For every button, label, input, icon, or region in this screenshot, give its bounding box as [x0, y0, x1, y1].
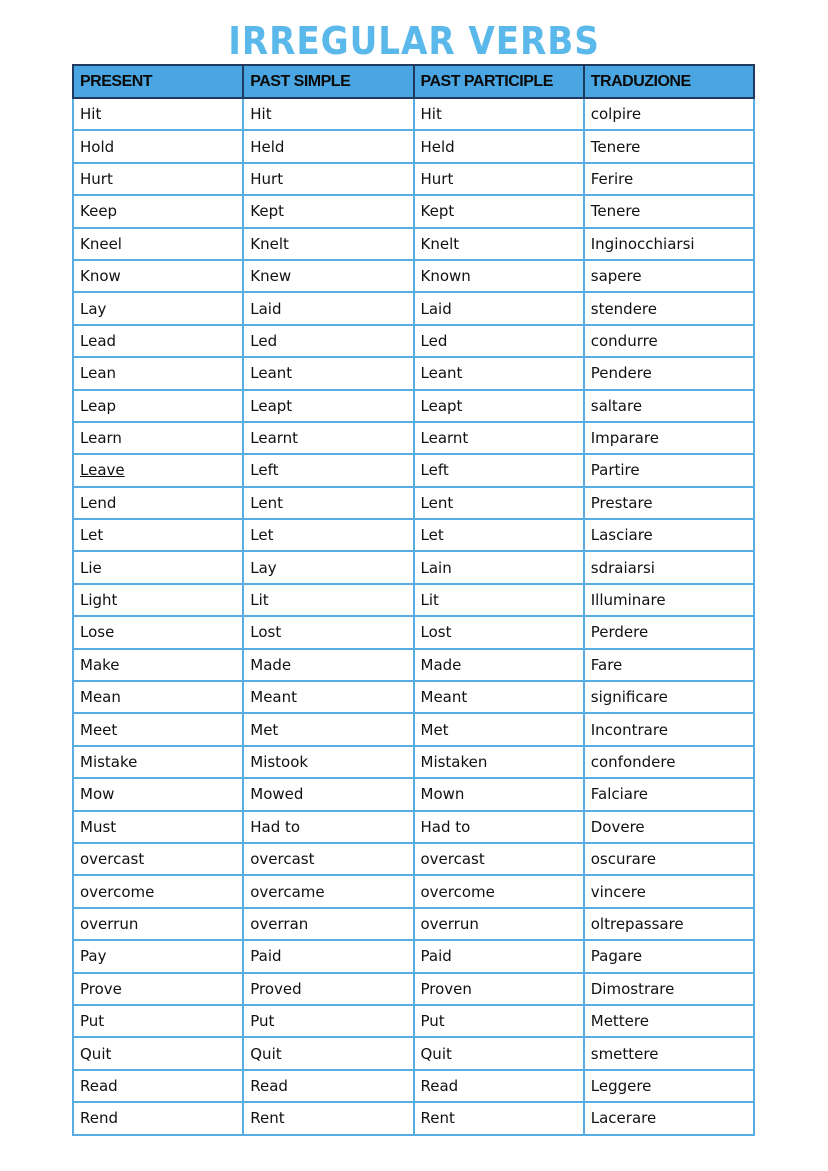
cell-present: Read: [73, 1070, 243, 1102]
cell-present: Rend: [73, 1102, 243, 1134]
cell-past-participle: Rent: [414, 1102, 584, 1134]
cell-present: Mean: [73, 681, 243, 713]
cell-past-participle: Let: [414, 519, 584, 551]
cell-present: Learn: [73, 422, 243, 454]
cell-traduzione: Tenere: [584, 195, 754, 227]
cell-present: Hold: [73, 130, 243, 162]
cell-past-simple: Rent: [243, 1102, 413, 1134]
header-past-simple: PAST SIMPLE: [243, 65, 413, 98]
cell-traduzione: sapere: [584, 260, 754, 292]
cell-traduzione: saltare: [584, 390, 754, 422]
cell-past-participle: Meant: [414, 681, 584, 713]
cell-present: Lay: [73, 292, 243, 324]
cell-present: Lead: [73, 325, 243, 357]
cell-traduzione: condurre: [584, 325, 754, 357]
cell-past-simple: Lit: [243, 584, 413, 616]
page-title: IRREGULAR VERBS: [228, 19, 600, 63]
cell-traduzione: stendere: [584, 292, 754, 324]
cell-past-simple: Led: [243, 325, 413, 357]
table-row: [73, 195, 754, 227]
table-row: [73, 875, 754, 907]
cell-past-simple: overcame: [243, 875, 413, 907]
cell-traduzione: Partire: [584, 454, 754, 486]
cell-past-simple: Hit: [243, 98, 413, 130]
cell-traduzione: Mettere: [584, 1005, 754, 1037]
table-row: [73, 616, 754, 648]
cell-past-participle: Proven: [414, 973, 584, 1005]
cell-present: Must: [73, 811, 243, 843]
cell-past-simple: Left: [243, 454, 413, 486]
cell-past-simple: Read: [243, 1070, 413, 1102]
table-row: [73, 292, 754, 324]
cell-past-simple: Kept: [243, 195, 413, 227]
cell-past-simple: Hurt: [243, 163, 413, 195]
table-row: [73, 1005, 754, 1037]
cell-present: overrun: [73, 908, 243, 940]
table-row: [73, 422, 754, 454]
cell-present: Lean: [73, 357, 243, 389]
cell-traduzione: Incontrare: [584, 713, 754, 745]
cell-traduzione: vincere: [584, 875, 754, 907]
table-row: [73, 940, 754, 972]
cell-present: Kneel: [73, 228, 243, 260]
cell-traduzione: Perdere: [584, 616, 754, 648]
cell-present: Make: [73, 649, 243, 681]
cell-past-simple: Leapt: [243, 390, 413, 422]
cell-traduzione: Leggere: [584, 1070, 754, 1102]
cell-traduzione: smettere: [584, 1037, 754, 1069]
header-present: PRESENT: [73, 65, 243, 98]
table-row: [73, 811, 754, 843]
cell-present: Hit: [73, 98, 243, 130]
cell-present: overcome: [73, 875, 243, 907]
cell-past-participle: Held: [414, 130, 584, 162]
cell-traduzione: sdraiarsi: [584, 551, 754, 583]
cell-past-simple: Had to: [243, 811, 413, 843]
table-row: [73, 130, 754, 162]
cell-past-participle: Learnt: [414, 422, 584, 454]
cell-present: Quit: [73, 1037, 243, 1069]
cell-present: Lie: [73, 551, 243, 583]
cell-traduzione: Fare: [584, 649, 754, 681]
cell-present: Mow: [73, 778, 243, 810]
cell-past-simple: Leant: [243, 357, 413, 389]
cell-present: Keep: [73, 195, 243, 227]
cell-traduzione: Ferire: [584, 163, 754, 195]
table-row: [73, 357, 754, 389]
cell-past-simple: Lost: [243, 616, 413, 648]
cell-past-simple: Put: [243, 1005, 413, 1037]
cell-past-participle: overcast: [414, 843, 584, 875]
cell-past-simple: Held: [243, 130, 413, 162]
table-row: [73, 1037, 754, 1069]
cell-past-participle: Leant: [414, 357, 584, 389]
cell-present: Meet: [73, 713, 243, 745]
cell-past-participle: Hit: [414, 98, 584, 130]
cell-present: Know: [73, 260, 243, 292]
cell-traduzione: Inginocchiarsi: [584, 228, 754, 260]
table-row: [73, 649, 754, 681]
table-row: [73, 584, 754, 616]
cell-past-simple: Mistook: [243, 746, 413, 778]
cell-present: Put: [73, 1005, 243, 1037]
cell-past-simple: Learnt: [243, 422, 413, 454]
cell-present: Light: [73, 584, 243, 616]
table-row: [73, 487, 754, 519]
cell-past-participle: Laid: [414, 292, 584, 324]
cell-past-participle: Kept: [414, 195, 584, 227]
table-row: [73, 551, 754, 583]
cell-present: Hurt: [73, 163, 243, 195]
cell-past-participle: Mown: [414, 778, 584, 810]
table-body: [73, 98, 754, 1135]
cell-past-participle: Left: [414, 454, 584, 486]
verbs-table: [72, 64, 755, 1136]
cell-traduzione: Illuminare: [584, 584, 754, 616]
cell-past-simple: Let: [243, 519, 413, 551]
cell-past-participle: overrun: [414, 908, 584, 940]
header-traduzione: TRADUZIONE: [584, 65, 754, 98]
cell-past-simple: Mowed: [243, 778, 413, 810]
cell-past-simple: Lay: [243, 551, 413, 583]
table-row: [73, 746, 754, 778]
cell-past-simple: Lent: [243, 487, 413, 519]
cell-present: Prove: [73, 973, 243, 1005]
cell-traduzione: Lacerare: [584, 1102, 754, 1134]
cell-past-participle: Read: [414, 1070, 584, 1102]
cell-past-participle: overcome: [414, 875, 584, 907]
cell-traduzione: Tenere: [584, 130, 754, 162]
cell-past-simple: Made: [243, 649, 413, 681]
cell-traduzione: confondere: [584, 746, 754, 778]
cell-past-participle: Mistaken: [414, 746, 584, 778]
table-row: [73, 681, 754, 713]
cell-past-participle: Paid: [414, 940, 584, 972]
cell-traduzione: Imparare: [584, 422, 754, 454]
cell-past-participle: Quit: [414, 1037, 584, 1069]
cell-past-participle: Lost: [414, 616, 584, 648]
table-row: [73, 778, 754, 810]
table-row: [73, 454, 754, 486]
cell-past-participle: Lent: [414, 487, 584, 519]
table-row: [73, 228, 754, 260]
table-row: [73, 1070, 754, 1102]
cell-past-participle: Lain: [414, 551, 584, 583]
cell-present: Mistake: [73, 746, 243, 778]
cell-past-participle: Leapt: [414, 390, 584, 422]
cell-traduzione: Dimostrare: [584, 973, 754, 1005]
cell-traduzione: Pendere: [584, 357, 754, 389]
table-row: [73, 163, 754, 195]
cell-past-simple: Meant: [243, 681, 413, 713]
cell-present: Leap: [73, 390, 243, 422]
table-row: [73, 973, 754, 1005]
table-row: [73, 908, 754, 940]
cell-past-simple: overran: [243, 908, 413, 940]
table-row: [73, 390, 754, 422]
cell-past-participle: Knelt: [414, 228, 584, 260]
table-header-row: [73, 65, 754, 98]
cell-traduzione: oscurare: [584, 843, 754, 875]
table-row: [73, 260, 754, 292]
cell-present: Lose: [73, 616, 243, 648]
cell-past-participle: Made: [414, 649, 584, 681]
cell-present: Pay: [73, 940, 243, 972]
cell-past-simple: Met: [243, 713, 413, 745]
cell-text: Leave: [80, 461, 125, 480]
cell-present: Let: [73, 519, 243, 551]
cell-past-participle: Met: [414, 713, 584, 745]
cell-past-simple: Proved: [243, 973, 413, 1005]
cell-traduzione: Prestare: [584, 487, 754, 519]
cell-past-participle: Put: [414, 1005, 584, 1037]
cell-past-simple: overcast: [243, 843, 413, 875]
cell-traduzione: Dovere: [584, 811, 754, 843]
cell-past-participle: Hurt: [414, 163, 584, 195]
cell-traduzione: significare: [584, 681, 754, 713]
cell-past-simple: Laid: [243, 292, 413, 324]
cell-traduzione: Lasciare: [584, 519, 754, 551]
cell-traduzione: colpire: [584, 98, 754, 130]
table-row: [73, 325, 754, 357]
cell-present: [73, 454, 243, 486]
cell-past-simple: Knew: [243, 260, 413, 292]
cell-traduzione: Falciare: [584, 778, 754, 810]
cell-present: overcast: [73, 843, 243, 875]
cell-past-simple: Knelt: [243, 228, 413, 260]
table-row: [73, 713, 754, 745]
table-row: [73, 519, 754, 551]
cell-past-participle: Led: [414, 325, 584, 357]
cell-past-simple: Quit: [243, 1037, 413, 1069]
cell-past-participle: Had to: [414, 811, 584, 843]
table-row: [73, 1102, 754, 1134]
cell-traduzione: Pagare: [584, 940, 754, 972]
cell-past-participle: Known: [414, 260, 584, 292]
header-past-participle: PAST PARTICIPLE: [414, 65, 584, 98]
cell-traduzione: oltrepassare: [584, 908, 754, 940]
table-row: [73, 843, 754, 875]
cell-present: Lend: [73, 487, 243, 519]
cell-past-participle: Lit: [414, 584, 584, 616]
cell-past-simple: Paid: [243, 940, 413, 972]
table-row: [73, 98, 754, 130]
